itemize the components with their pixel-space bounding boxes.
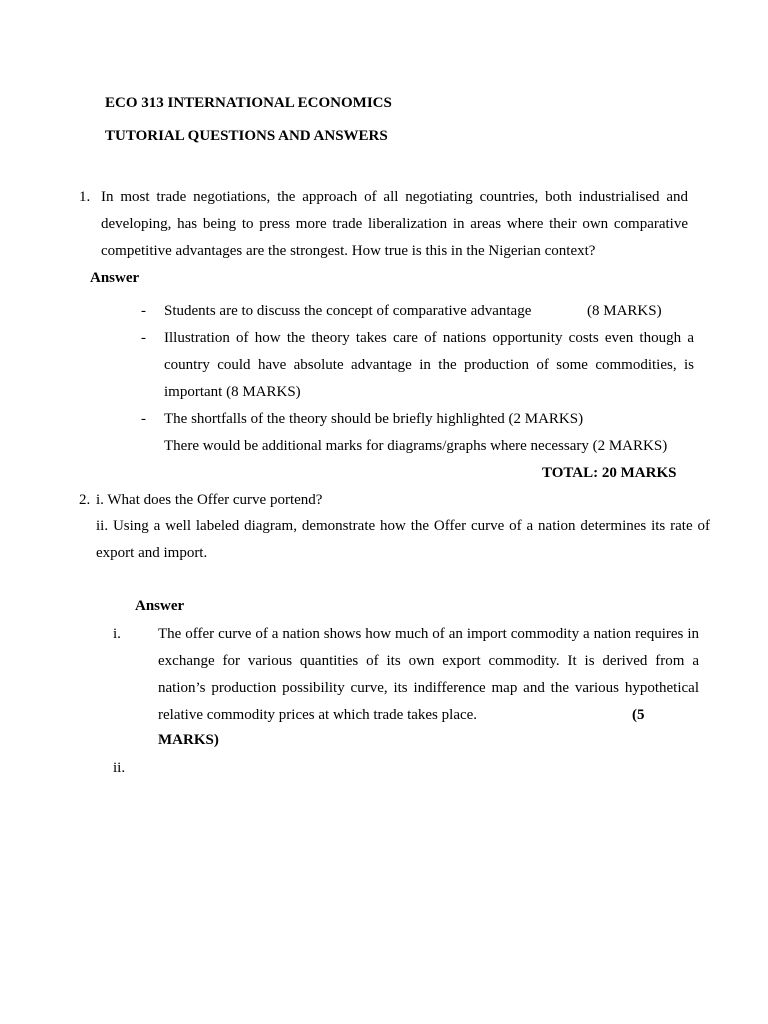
answer-1-bullet-2-line-3: important (8 MARKS)	[164, 384, 301, 400]
answer-1-bullet-1-marks: (8 MARKS)	[587, 303, 662, 319]
question-1-line-3: competitive advantages are the strongest. How true is this in the Nigerian context?	[101, 243, 596, 259]
answer-2-ii-marker: ii.	[113, 760, 126, 776]
answer-2-i-line-3: nation’s production possibility curve, its indifference map and the various hypothetical	[158, 680, 699, 696]
answer-heading-1: Answer	[90, 270, 140, 286]
question-1-line-2: developing, has being to press more trade liberalization in areas where their own comparative	[101, 216, 688, 232]
answer-2-i-marker: i.	[113, 626, 121, 642]
answer-1-bullet-1: Students are to discuss the concept of comparative advantage	[164, 303, 532, 319]
answer-2-i-line-2: exchange for various quantities of its own export commodity. It is derived from a	[158, 653, 699, 669]
question-2-part-ii-line-1: ii. Using a well labeled diagram, demonstrate how the Offer curve of a nation determines its rate of	[96, 518, 710, 534]
question-2-part-i: i. What does the Offer curve portend?	[96, 492, 323, 508]
additional-marks-note: There would be additional marks for diagrams/graphs where necessary (2 MARKS)	[164, 438, 668, 454]
answer-2-i-line-4: relative commodity prices at which trade takes place.	[158, 707, 478, 723]
answer-2-i-marks-a: (5	[632, 707, 645, 723]
question-2-number: 2.	[79, 492, 91, 508]
total-marks: TOTAL: 20 MARKS	[542, 465, 677, 481]
question-1-line-1: In most trade negotiations, the approach of all negotiating countries, both industrialised and	[101, 189, 688, 205]
bullet-marker: -	[141, 330, 146, 346]
document-subtitle: TUTORIAL QUESTIONS AND ANSWERS	[105, 128, 388, 144]
answer-1-bullet-2-line-2: country could have absolute advantage in the production of some commodities, is	[164, 357, 694, 373]
bullet-marker: -	[141, 411, 146, 427]
answer-heading-2: Answer	[135, 598, 185, 614]
answer-2-i-marks-b: MARKS)	[158, 732, 219, 748]
course-title: ECO 313 INTERNATIONAL ECONOMICS	[105, 95, 392, 111]
answer-1-bullet-3: The shortfalls of the theory should be briefly highlighted (2 MARKS)	[164, 411, 584, 427]
answer-1-bullet-2-line-1: Illustration of how the theory takes care of nations opportunity costs even though a	[164, 330, 694, 346]
answer-2-i-line-1: The offer curve of a nation shows how much of an import commodity a nation requires in	[158, 626, 699, 642]
question-1-number: 1.	[79, 189, 91, 205]
bullet-marker: -	[141, 303, 146, 319]
question-2-part-ii-line-2: export and import.	[96, 545, 208, 561]
